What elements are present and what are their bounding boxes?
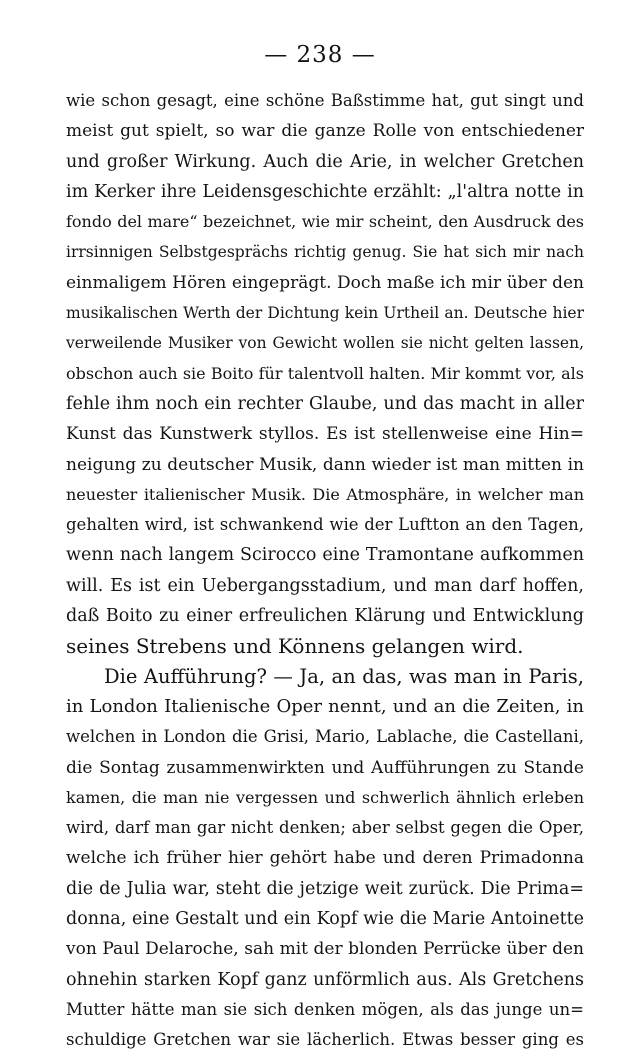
text-line: seines Strebens und Könnens gelangen wird.: [66, 634, 524, 659]
text-line: will. Es ist ein Uebergangsstadium, und man darf hoffen,: [66, 575, 584, 596]
text-line: daß Boito zu einer erfreulichen Klärung und Entwicklung: [66, 606, 584, 627]
text-line: meist gut spielt, so war die ganze Rolle von entschiedener: [66, 121, 584, 142]
text-line: wird, darf man gar nicht denken; aber selbst gegen die Oper,: [66, 818, 584, 838]
text-line: irrsinnigen Selbstgesprächs richtig genug. Sie hat sich mir nach: [66, 243, 584, 262]
text-line: donna, eine Gestalt und ein Kopf wie die Marie Antoinette: [66, 909, 584, 930]
text-line: obschon auch sie Boito für talentvoll halten. Mir kommt vor, als: [66, 363, 584, 383]
text-line: die de Julia war, steht die jetzige weit zurück. Die Prima=: [66, 878, 584, 899]
text-line: gehalten wird, ist schwankend wie der Luftton an den Tagen,: [66, 515, 584, 535]
text-line: neuester italienischer Musik. Die Atmosphäre, in welcher man: [66, 484, 584, 504]
body-text: [66, 86, 584, 1056]
text-line: Mutter hätte man sie sich denken mögen, als das junge un=: [66, 999, 584, 1019]
text-line: schuldige Gretchen war sie lächerlich. Etwas besser ging es: [66, 1030, 584, 1050]
text-line: neigung zu deutscher Musik, dann wieder ist man mitten in: [66, 454, 584, 475]
text-line: in London Italienische Oper nennt, und an die Zeiten, in: [66, 695, 584, 717]
text-line: einmaligem Hören eingeprägt. Doch maße ich mir über den: [66, 272, 584, 293]
text-line: musikalischen Werth der Dichtung kein Urtheil an. Deutsche hier: [66, 304, 584, 323]
text-line: welche ich früher hier gehört habe und deren Primadonna: [66, 848, 584, 869]
text-line: fehle ihm noch ein rechter Glaube, und das macht in aller: [66, 393, 584, 414]
text-line: ohnehin starken Kopf ganz unförmlich aus. Als Gretchens: [66, 969, 584, 990]
text-line: und großer Wirkung. Auch die Arie, in welcher Gretchen: [66, 151, 584, 172]
page-number: — 238 —: [264, 42, 376, 68]
text-line: wenn nach langem Scirocco eine Tramontane aufkommen: [66, 545, 584, 566]
text-line: Die Aufführung? — Ja, an das, was man in Paris,: [104, 664, 584, 688]
text-line: kamen, die man nie vergessen und schwerlich ähnlich erleben: [66, 787, 584, 807]
text-line: verweilende Musiker von Gewicht wollen sie nicht gelten lassen,: [66, 334, 584, 353]
text-line: im Kerker ihre Leidensgeschichte erzählt: „l'altra notte in: [66, 181, 584, 202]
text-line: fondo del mare“ bezeichnet, wie mir scheint, den Ausdruck des: [66, 212, 584, 232]
text-line: die Sontag zusammenwirkten und Aufführungen zu Stande: [66, 757, 584, 778]
text-line: welchen in London die Grisi, Mario, Lablache, die Castellani,: [66, 727, 584, 747]
text-line: von Paul Delaroche, sah mit der blonden Perrücke über den: [66, 939, 584, 960]
text-line: Kunst das Kunstwerk styllos. Es ist stellenweise eine Hin=: [66, 424, 584, 445]
text-line: wie schon gesagt, eine schöne Baßstimme hat, gut singt und: [66, 91, 584, 110]
